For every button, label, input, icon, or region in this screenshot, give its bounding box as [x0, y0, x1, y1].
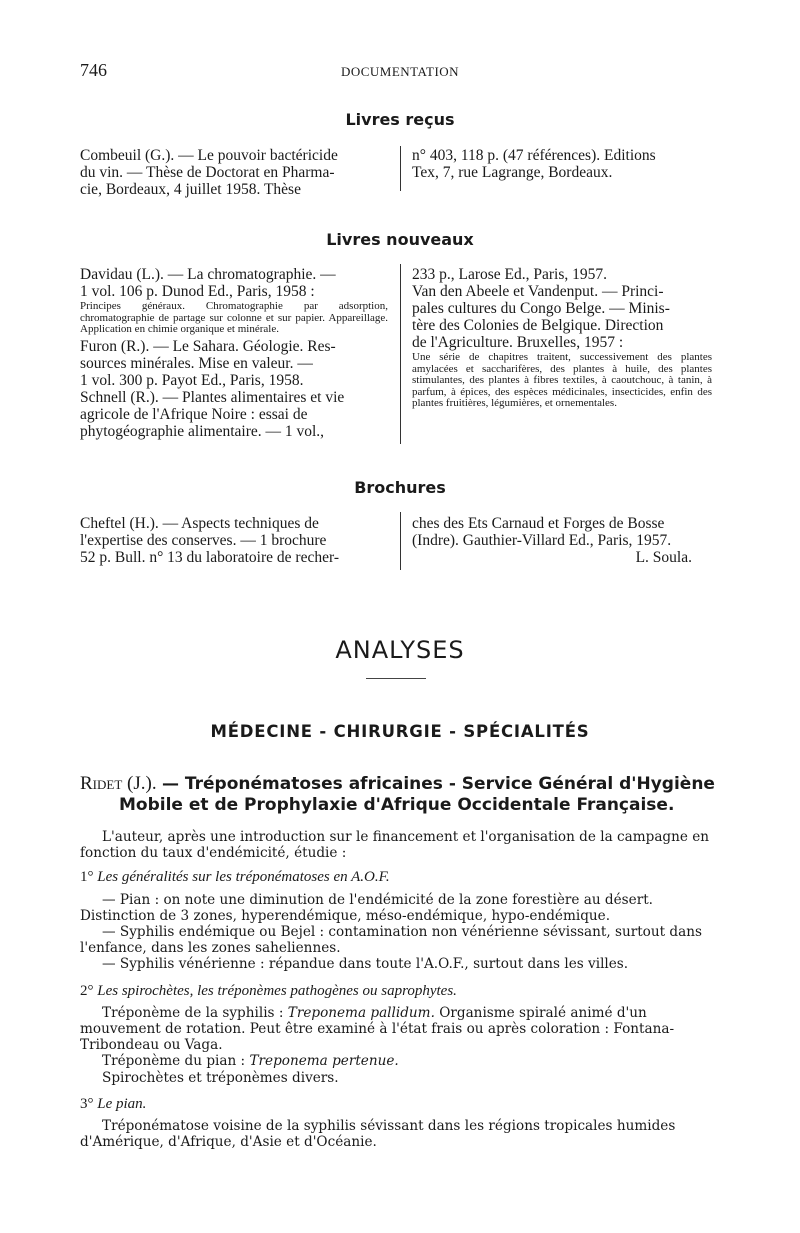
subsection-number: 3°: [80, 1095, 94, 1112]
livres-nouveaux-left-column: [80, 266, 388, 440]
article-title-text: — Tréponématoses africaines - Service Général d'Hygiène: [161, 774, 715, 794]
species-name: Treponema pallidum.: [287, 1004, 435, 1021]
livres-nouveaux-right-column: [412, 266, 712, 412]
livres-recus-left-column: [80, 147, 388, 198]
page-header: [80, 60, 720, 80]
subsection-number: 2°: [80, 982, 94, 999]
intro-paragraph: L'auteur, après une introduction sur le financement et l'organisation de la campagne en fonction du taux d'endémicité, étudie :: [80, 829, 710, 862]
column-divider: [400, 146, 401, 191]
article-title: [80, 773, 720, 816]
section-heading: MÉDECINE - CHIRURGIE - SPÉCIALITÉS: [210, 722, 590, 741]
column-divider: [400, 264, 401, 444]
text-line: sources minérales. Mise en valeur. —: [80, 354, 313, 372]
subsection-title: Le pian.: [97, 1095, 147, 1112]
subsection-heading: [80, 869, 712, 885]
paragraph: Tréponématose voisine de la syphilis sévissant dans les régions tropicales humides d'Amérique, d'Afrique, d'Asie et d'Océanie.: [80, 1118, 676, 1151]
subsection-number: 1°: [80, 869, 94, 886]
text-line: tère des Colonies de Belgique. Direction: [412, 317, 664, 334]
text-line: Cheftel (H.). — Aspects techniques de: [80, 515, 319, 532]
paragraph: Spirochètes et tréponèmes divers.: [102, 1069, 339, 1086]
brochures-right-column: [412, 515, 712, 566]
running-title: DOCUMENTATION: [340, 64, 460, 79]
paragraph: [80, 1053, 712, 1069]
brochures-heading: Brochures: [354, 478, 446, 497]
text-line: cie, Bordeaux, 4 juillet 1958. Thèse: [80, 181, 301, 198]
text-line: 1 vol. 300 p. Payot Ed., Paris, 1958.: [80, 371, 304, 389]
analyses-title: ANALYSES: [335, 636, 465, 664]
text-line: l'expertise des conserves. — 1 brochure: [80, 532, 327, 549]
signature: L. Soula.: [635, 549, 692, 566]
subsection-title: Les généralités sur les tréponématoses en A.O.F.: [97, 869, 390, 886]
text-line: Combeuil (G.). — Le pouvoir bactéricide: [80, 147, 338, 164]
text-run: Tréponème de la syphilis :: [102, 1004, 284, 1021]
article-title-line: Mobile et de Prophylaxie d'Afrique Occidentale Française.: [119, 795, 675, 815]
text-line: Tex, 7, rue Lagrange, Bordeaux.: [412, 164, 613, 181]
subsection-title: Les spirochètes, les tréponèmes pathogènes ou saprophytes.: [97, 982, 457, 999]
paragraph: — Syphilis vénérienne : répandue dans toute l'A.O.F., surtout dans les villes.: [102, 956, 629, 973]
text-line: n° 403, 118 p. (47 références). Editions: [412, 147, 656, 164]
article-title-line: [80, 773, 720, 795]
text-line: (Indre). Gauthier-Villard Ed., Paris, 1957.: [412, 532, 672, 549]
text-line: Furon (R.). — Le Sahara. Géologie. Res-: [80, 337, 336, 355]
livres-recus-right-column: [412, 147, 712, 181]
text-line: ches des Ets Carnaud et Forges de Bosse: [412, 515, 665, 532]
text-line: pales cultures du Congo Belge. — Minis-: [412, 300, 670, 317]
text-run: Tréponème du pian :: [102, 1053, 246, 1070]
text-line: agricole de l'Afrique Noire : essai de: [80, 405, 308, 423]
text-line: 233 p., Larose Ed., Paris, 1957.: [412, 266, 608, 283]
subsection-heading: [80, 1096, 712, 1112]
paragraph: — Syphilis endémique ou Bejel : contamination non vénérienne sévissant, surtout dans l'enfance, dans les zones saheliennes.: [80, 924, 702, 957]
article-author: Ridet (J.).: [80, 773, 157, 794]
brochures-left-column: [80, 515, 388, 566]
paragraph: [80, 1005, 712, 1054]
text-line: du vin. — Thèse de Doctorat en Pharma-: [80, 164, 335, 181]
subsection-heading: [80, 983, 712, 999]
text-line: Van den Abeele et Vandenput. — Princi-: [412, 283, 664, 300]
text-line: phytogéographie alimentaire. — 1 vol.,: [80, 422, 325, 440]
livres-nouveaux-heading: Livres nouveaux: [326, 230, 474, 249]
paragraph: — Pian : on note une diminution de l'endémicité de la zone forestière au désert. Distinction de 3 zones, hyperendémique, méso-endémique, hypo-endémique.: [80, 891, 653, 924]
article-body: [80, 829, 712, 1150]
livres-recus-heading: Livres reçus: [345, 110, 455, 129]
text-line: Schnell (R.). — Plantes alimentaires et vie: [80, 388, 345, 406]
species-name: Treponema pertenue.: [249, 1053, 399, 1070]
text-line: 1 vol. 106 p. Dunod Ed., Paris, 1958 :: [80, 283, 315, 300]
column-divider: [400, 512, 401, 570]
text-line: Davidau (L.). — La chromatographie. —: [80, 266, 336, 283]
text-line: 52 p. Bull. n° 13 du laboratoire de recher-: [80, 549, 339, 566]
title-rule: [366, 678, 426, 679]
text-line: de l'Agriculture. Bruxelles, 1957 :: [412, 334, 624, 351]
text-run: Organisme spiralé animé d'un mouvement de rotation. Peut être examiné à l'état frais ou après coloration : Fontana-Tribondeau ou Vaga.: [80, 1004, 675, 1054]
book-summary: Une série de chapitres traitent, successivement des plantes amylacées et saccharifères, des plantes à huile, des plantes stimulantes, des plantes à fibres textiles, à caoutchouc, à tanin, à parfum, à épices, des espèces médicinales, insecticides, enfin des plantes fruitières, légumières, et ornementales.: [412, 351, 712, 410]
book-summary: Principes généraux. Chromatographie par adsorption, chromatographie de partage sur colonne et sur papier. Appareillage. Application en chimie organique et minérale.: [80, 300, 388, 336]
page-number: 746: [80, 60, 107, 80]
